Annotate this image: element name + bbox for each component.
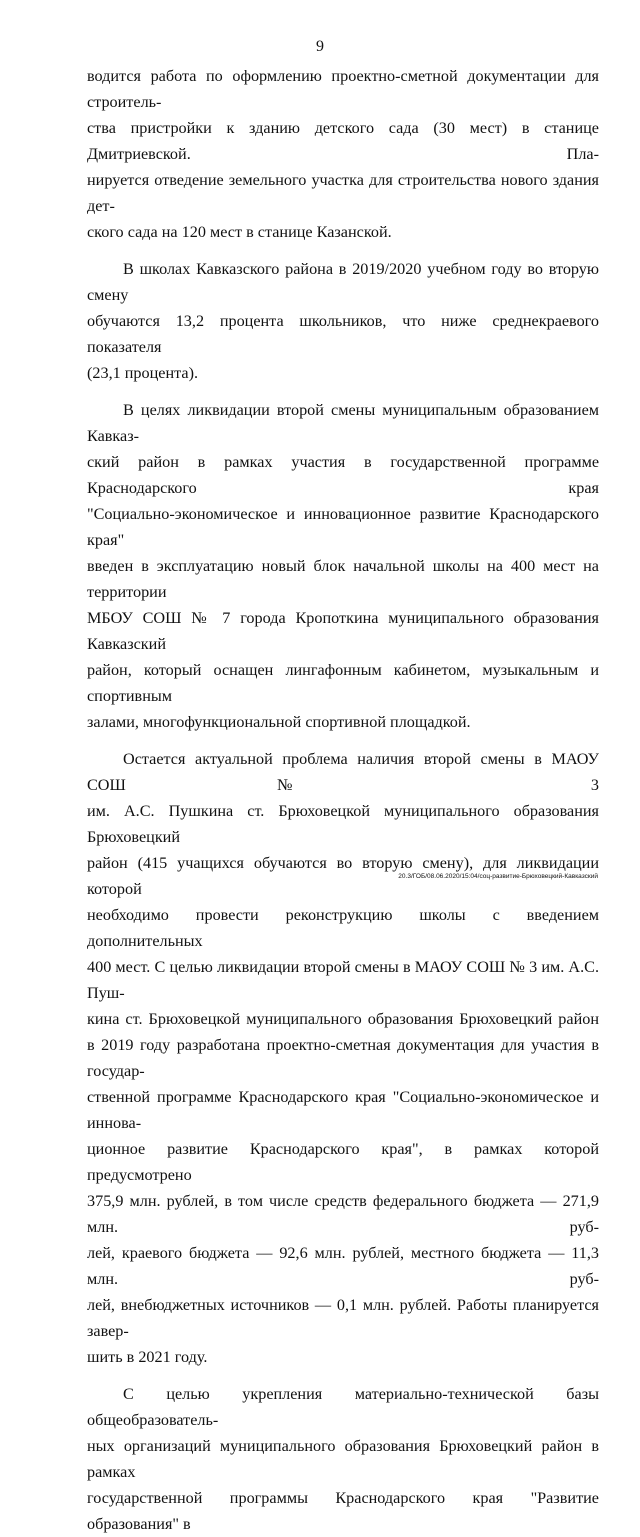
- text-line: район, который оснащен лингафонным кабинетом, музыкальным и спортивным: [87, 661, 599, 705]
- text-line: им. А.С. Пушкина ст. Брюховецкой муниципального образования Брюховецкий: [87, 802, 599, 846]
- text-line: введен в эксплуатацию новый блок начальной школы на 400 мест на территории: [87, 557, 599, 601]
- text-line: ционное развитие Краснодарского края", в рамках которой предусмотрено: [87, 1140, 599, 1184]
- footer-path: 20.3/ГОБ/08.06.2020/15:04/соц-развитие-Брюховецкий-Кавказский: [398, 873, 598, 880]
- text-line: в 2019 году разработана проектно-сметная документация для участия в государ-: [87, 1036, 599, 1080]
- text-line: В целях ликвидации второй смены муниципальным образованием Кавказ-: [87, 401, 599, 445]
- page-number: 9: [316, 38, 324, 55]
- text-line: ства пристройки к зданию детского сада (30 мест) в станице Дмитриевской. Пла-: [87, 119, 599, 163]
- text-line: ский район в рамках участия в государственной программе Краснодарского края: [87, 453, 599, 497]
- paragraph: [87, 397, 599, 735]
- paragraph: [87, 63, 599, 245]
- paragraph: [87, 256, 599, 386]
- text-line: В школах Кавказского района в 2019/2020 учебном году во вторую смену: [87, 260, 599, 304]
- text-line: ского сада на 120 мест в станице Казанской.: [87, 223, 392, 241]
- text-line: необходимо провести реконструкцию школы с введением дополнительных: [87, 906, 599, 950]
- text-line: шить в 2021 году.: [87, 1348, 208, 1366]
- text-line: район (415 учащихся обучаются во вторую смену), для ликвидации которой: [87, 854, 599, 898]
- text-line: залами, многофункциональной спортивной площадкой.: [87, 713, 471, 731]
- text-line: нируется отведение земельного участка для строительства нового здания дет-: [87, 171, 599, 215]
- text-line: обучаются 13,2 процента школьников, что ниже среднекраевого показателя: [87, 312, 599, 356]
- text-line: МБОУ СОШ № 7 города Кропоткина муниципального образования Кавказский: [87, 609, 599, 653]
- text-line: лей, краевого бюджета — 92,6 млн. рублей, местного бюджета — 11,3 млн. руб-: [87, 1244, 599, 1288]
- paragraph: [87, 746, 599, 1370]
- text-line: государственной программы Краснодарского края "Развитие образования" в: [87, 1489, 599, 1533]
- document-body: [87, 63, 599, 1537]
- text-line: "Социально-экономическое и инновационное развитие Краснодарского края": [87, 505, 599, 549]
- text-line: Остается актуальной проблема наличия второй смены в МАОУ СОШ № 3: [87, 750, 599, 794]
- text-line: ных организаций муниципального образования Брюховецкий район в рамках: [87, 1437, 599, 1481]
- text-line: 400 мест. С целью ликвидации второй смены в МАОУ СОШ № 3 им. А.С. Пуш-: [87, 958, 599, 1002]
- text-line: кина ст. Брюховецкой муниципального образования Брюховецкий район: [87, 1010, 599, 1028]
- text-line: (23,1 процента).: [87, 364, 199, 382]
- text-line: 375,9 млн. рублей, в том числе средств федерального бюджета — 271,9 млн. руб-: [87, 1192, 599, 1236]
- text-line: С целью укрепления материально-технической базы общеобразователь-: [87, 1385, 599, 1429]
- text-line: лей, внебюджетных источников — 0,1 млн. рублей. Работы планируется завер-: [87, 1296, 599, 1340]
- paragraph: [87, 1381, 599, 1537]
- text-line: водится работа по оформлению проектно-сметной документации для строитель-: [87, 67, 599, 111]
- text-line: ственной программе Краснодарского края "Социально-экономическое и иннова-: [87, 1088, 599, 1132]
